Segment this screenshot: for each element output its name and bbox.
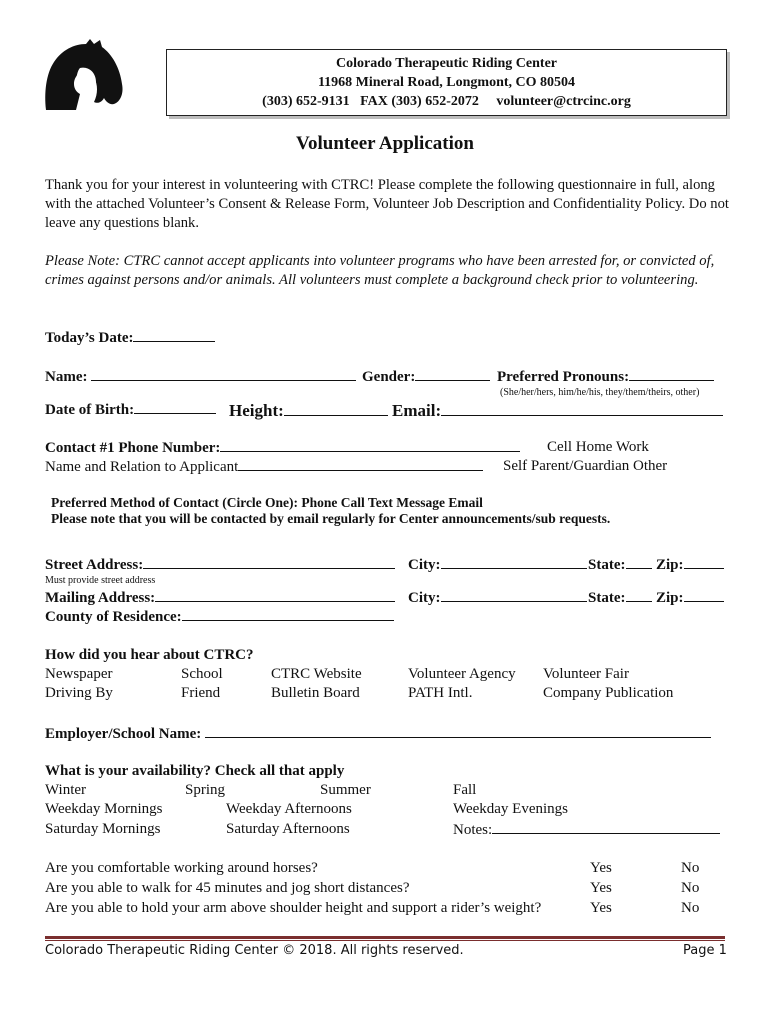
height-field[interactable]	[229, 401, 388, 421]
notes-field[interactable]	[453, 821, 720, 839]
no-label: No	[681, 880, 700, 896]
state-label: State:	[588, 557, 626, 573]
todays-date-field[interactable]	[45, 329, 215, 347]
winter-label: Winter	[45, 782, 87, 798]
saturday-mornings-label: Saturday Mornings	[45, 821, 161, 837]
county-label: County of Residence:	[45, 609, 182, 625]
ctrc-website-label: CTRC Website	[271, 666, 362, 682]
org-address: 11968 Mineral Road, Longmont, CO 80504	[317, 75, 576, 90]
todays-date-label: Today’s Date:	[45, 330, 134, 346]
horses-no-checkbox[interactable]	[681, 860, 699, 877]
self-checkbox[interactable]	[503, 458, 527, 474]
horses-yes-checkbox[interactable]	[590, 860, 612, 877]
state-field[interactable]	[588, 556, 652, 574]
question-walk-jog: Are you able to walk for 45 minutes and jog short distances?	[45, 880, 410, 896]
home-label: Home	[575, 439, 613, 455]
path-intl-label: PATH Intl.	[408, 685, 473, 701]
cell-checkbox[interactable]	[547, 439, 572, 455]
org-contact: (303) 652-9131 FAX (303) 652-2072 volunteer@ctrcinc.org	[262, 94, 631, 109]
mailing-zip-field[interactable]	[656, 589, 724, 607]
weekday-mornings-checkbox[interactable]	[45, 801, 163, 818]
driving-by-label: Driving By	[45, 685, 113, 701]
preferred-contact-line: Preferred Method of Contact (Circle One): Phone Call Text Message Email	[51, 495, 483, 510]
friend-checkbox[interactable]	[181, 685, 220, 702]
arm-yes-checkbox[interactable]	[590, 900, 612, 917]
parent-checkbox[interactable]	[531, 458, 629, 474]
zip-field[interactable]	[656, 556, 724, 574]
weekday-mornings-label: Weekday Mornings	[45, 801, 163, 817]
org-name: Colorado Therapeutic Riding Center	[335, 56, 557, 71]
volunteer-agency-checkbox[interactable]	[408, 666, 516, 683]
weekday-evenings-checkbox[interactable]	[453, 801, 568, 818]
pronouns-hint: (She/her/hers, him/he/his, they/them/theirs, other)	[500, 387, 700, 398]
spring-checkbox[interactable]	[185, 782, 225, 799]
volunteer-agency-label: Volunteer Agency	[408, 666, 516, 682]
email-field[interactable]	[392, 401, 723, 421]
height-label: Height:	[229, 401, 284, 420]
yes-label: Yes	[590, 880, 612, 896]
city-field[interactable]	[408, 556, 587, 574]
weekday-afternoons-label: Weekday Afternoons	[226, 801, 352, 817]
header-box	[166, 49, 727, 116]
intro-paragraph: Thank you for your interest in volunteering with CTRC! Please complete the following questionnaire in full, along with the attached Volunteer’s Consent & Release Form, Volunteer Job Description and Confidentiality Policy. Do not leave any questions blank.	[45, 177, 729, 231]
availability-question: What is your availability? Check all that apply	[45, 763, 345, 779]
phone-type-options	[547, 439, 649, 456]
self-label: Self	[503, 458, 528, 474]
walk-no-checkbox[interactable]	[681, 880, 699, 897]
home-checkbox[interactable]	[576, 439, 613, 455]
mailing-state-field[interactable]	[588, 589, 652, 607]
footer-rule	[45, 936, 725, 939]
newspaper-checkbox[interactable]	[45, 666, 112, 683]
gender-label: Gender:	[362, 369, 416, 385]
background-check-note: Please Note: CTRC cannot accept applicants into volunteer programs who have been arrested for, or convicted of, crimes against persons and/or animals. All volunteers must complete a background check prior to volunteering.	[45, 253, 715, 288]
relation-label: Name and Relation to Applicant	[45, 459, 239, 475]
state-label: State:	[588, 590, 626, 606]
saturday-afternoons-checkbox[interactable]	[226, 821, 350, 838]
city-label: City:	[408, 590, 441, 606]
dob-label: Date of Birth:	[45, 402, 135, 418]
work-label: Work	[615, 439, 649, 455]
ctrc-horse-logo	[40, 38, 124, 118]
question-horses: Are you comfortable working around horses?	[45, 860, 318, 876]
email-notice: Please note that you will be contacted by email regularly for Center announcements/sub requests.	[51, 511, 611, 526]
page-number: Page 1	[683, 943, 727, 958]
friend-label: Friend	[181, 685, 221, 701]
question-arm-support: Are you able to hold your arm above shoulder height and support a rider’s weight?	[45, 900, 542, 916]
employer-field[interactable]	[45, 725, 711, 743]
parent-label: Parent/Guardian	[530, 458, 630, 474]
newspaper-label: Newspaper	[45, 666, 113, 682]
summer-label: Summer	[320, 782, 371, 798]
winter-checkbox[interactable]	[45, 782, 86, 799]
volunteer-fair-checkbox[interactable]	[543, 666, 629, 683]
school-checkbox[interactable]	[181, 666, 223, 683]
city-label: City:	[408, 557, 441, 573]
path-intl-checkbox[interactable]	[408, 685, 472, 702]
saturday-afternoons-label: Saturday Afternoons	[226, 821, 350, 837]
relation-options	[503, 458, 667, 475]
arm-no-checkbox[interactable]	[681, 900, 699, 917]
saturday-mornings-checkbox[interactable]	[45, 821, 160, 838]
footer-rule-thin	[45, 940, 725, 941]
yes-label: Yes	[590, 900, 612, 916]
employer-label: Employer/School Name:	[45, 726, 205, 742]
name-label: Name:	[45, 369, 92, 385]
fall-label: Fall	[453, 782, 477, 798]
walk-yes-checkbox[interactable]	[590, 880, 612, 897]
dob-field[interactable]	[45, 401, 216, 419]
summer-checkbox[interactable]	[320, 782, 371, 799]
fall-checkbox[interactable]	[453, 782, 476, 799]
bulletin-board-label: Bulletin Board	[271, 685, 360, 701]
pronouns-label: Preferred Pronouns:	[497, 369, 630, 385]
ctrc-website-checkbox[interactable]	[271, 666, 362, 683]
mailing-city-field[interactable]	[408, 589, 587, 607]
other-checkbox[interactable]	[633, 458, 667, 474]
driving-by-checkbox[interactable]	[45, 685, 113, 702]
gender-field[interactable]	[362, 368, 490, 386]
weekday-evenings-label: Weekday Evenings	[453, 801, 569, 817]
company-publication-checkbox[interactable]	[543, 685, 673, 702]
footer-copyright: Colorado Therapeutic Riding Center © 2018. All rights reserved.	[45, 943, 464, 958]
email-label: Email:	[392, 401, 442, 420]
zip-label: Zip:	[656, 590, 684, 606]
county-field[interactable]	[45, 608, 394, 626]
street-address-note: Must provide street address	[45, 575, 156, 586]
zip-label: Zip:	[656, 557, 684, 573]
mailing-address-field[interactable]	[45, 589, 395, 607]
bulletin-board-checkbox[interactable]	[271, 685, 360, 702]
pronouns-field[interactable]	[497, 368, 714, 386]
mailing-label: Mailing Address:	[45, 590, 156, 606]
relation-field[interactable]	[45, 458, 483, 476]
name-field[interactable]	[45, 368, 356, 386]
notes-label: Notes:	[453, 822, 493, 838]
street-label: Street Address:	[45, 557, 144, 573]
page-title: Volunteer Application	[296, 133, 474, 154]
hear-question: How did you hear about CTRC?	[45, 647, 254, 663]
no-label: No	[681, 900, 700, 916]
other-label: Other	[632, 458, 668, 474]
yes-label: Yes	[590, 860, 612, 876]
weekday-afternoons-checkbox[interactable]	[226, 801, 352, 818]
cell-label: Cell	[547, 439, 572, 455]
school-label: School	[181, 666, 223, 682]
no-label: No	[681, 860, 700, 876]
phone-label: Contact #1 Phone Number:	[45, 440, 221, 456]
volunteer-fair-label: Volunteer Fair	[543, 666, 629, 682]
company-publication-label: Company Publication	[543, 685, 674, 701]
work-checkbox[interactable]	[616, 439, 649, 455]
street-address-field[interactable]	[45, 556, 395, 574]
phone-field[interactable]	[45, 439, 520, 457]
spring-label: Spring	[185, 782, 226, 798]
